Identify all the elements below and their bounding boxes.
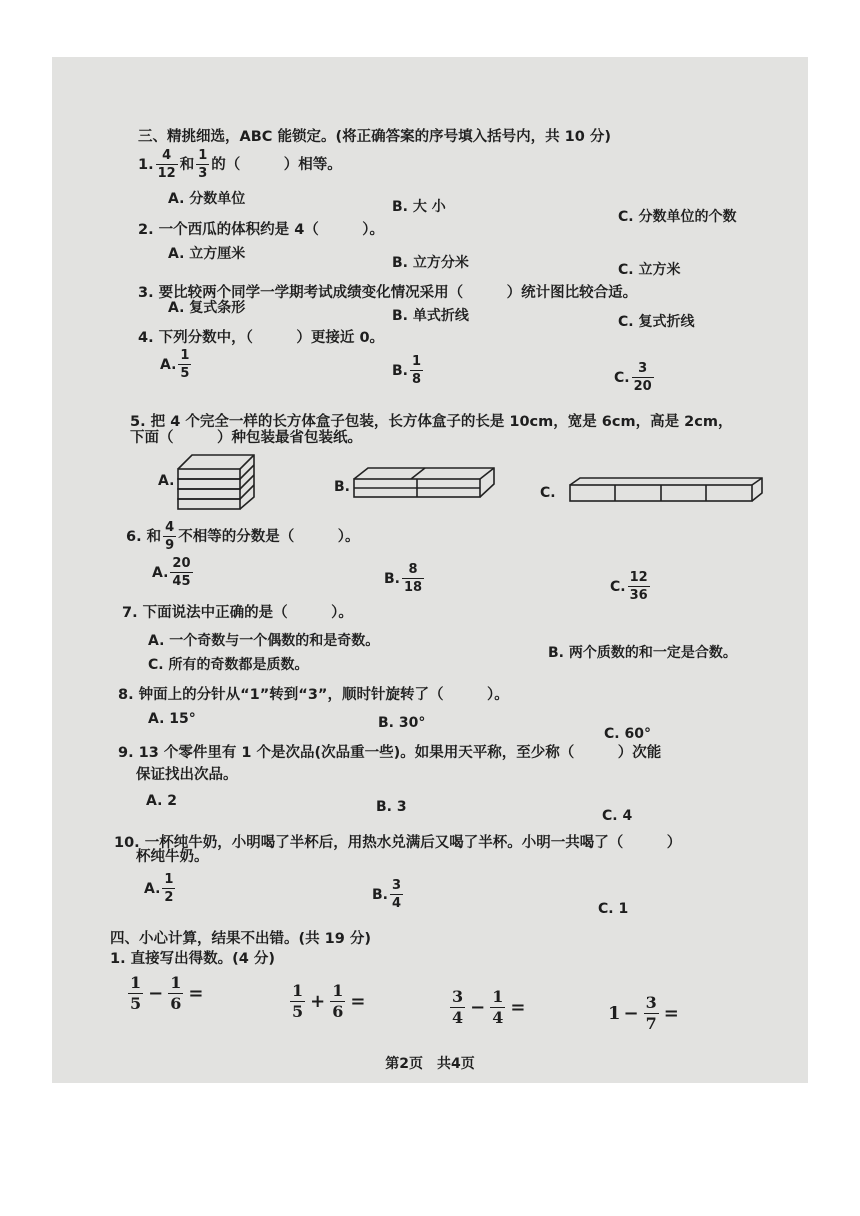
- fraction-1-3: $\frac{1}{3}$: [198, 148, 208, 181]
- q3-option-c: C. 复式折线: [618, 314, 695, 330]
- q2-option-c: C. 立方米: [618, 262, 681, 278]
- q10-option-b: B. $\frac{3}{4}$: [372, 878, 402, 911]
- question-8: 8. 钟面上的分针从“1”转到“3”，顺时针旋转了（ ）。: [118, 687, 509, 703]
- two-by-two-boxes-figure: [350, 465, 498, 501]
- section-3-header: 三、精挑细选，ABC 能锁定。(将正确答案的序号填入括号内，共 10 分): [138, 129, 611, 145]
- page-footer: 第2页 共4页: [385, 1056, 475, 1072]
- question-10-line-2: 杯纯牛奶。: [136, 849, 209, 865]
- question-5-line-2: 下面（ ）种包装最省包装纸。: [130, 430, 362, 446]
- q10-option-a: A. $\frac{1}{2}$: [144, 872, 174, 905]
- question-1-and: 和: [179, 156, 195, 173]
- q1-option-b: B. 大 小: [392, 199, 446, 215]
- question-3: 3. 要比较两个同学一学期考试成绩变化情况采用（ ）统计图比较合适。: [138, 285, 638, 301]
- q5-option-a: A.: [158, 473, 175, 489]
- exam-page: [52, 57, 808, 1083]
- q9-option-c: C. 4: [602, 808, 633, 824]
- q7-option-a: A. 一个奇数与一个偶数的和是奇数。: [148, 633, 380, 649]
- q8-option-b: B. 30°: [378, 715, 426, 731]
- calc-expression-4: 1 − $\frac{3}{7}$ =: [608, 993, 679, 1033]
- q4-option-c: C. $\frac{3}{20}$: [614, 361, 652, 394]
- fraction-4-9: $\frac{4}{9}$: [165, 520, 175, 553]
- question-4: 4. 下列分数中，（ ）更接近 0。: [138, 330, 385, 346]
- q8-option-a: A. 15°: [148, 711, 196, 727]
- question-6: 6. 和 $\frac{4}{9}$ 不相等的分数是（ ）。: [126, 520, 360, 553]
- question-7: 7. 下面说法中正确的是（ ）。: [122, 605, 353, 621]
- q3-option-a: A. 复式条形: [168, 300, 246, 316]
- q2-option-a: A. 立方厘米: [168, 246, 246, 262]
- q6-option-a: A. $\frac{20}{45}$: [152, 556, 191, 589]
- q7-option-c: C. 所有的奇数都是质数。: [148, 657, 309, 673]
- four-in-row-boxes-figure: [566, 475, 766, 505]
- q1-option-a: A. 分数单位: [168, 191, 246, 207]
- calc-expression-3: $\frac{3}{4}$ − $\frac{1}{4}$ =: [452, 987, 526, 1027]
- question-1: [138, 149, 342, 180]
- section-4-subheading: 1. 直接写出得数。(4 分): [110, 951, 276, 967]
- q6-option-c: C. $\frac{12}{36}$: [610, 570, 648, 603]
- calc-expression-1: $\frac{1}{5}$ − $\frac{1}{6}$ =: [130, 973, 204, 1013]
- q1-option-c: C. 分数单位的个数: [618, 209, 737, 225]
- q9-option-a: A. 2: [146, 793, 178, 809]
- fraction-4-12: $\frac{4}{12}$: [157, 148, 176, 181]
- q5-option-c: C.: [540, 485, 556, 501]
- calc-expression-2: $\frac{1}{5}$ + $\frac{1}{6}$ =: [292, 981, 366, 1021]
- q4-option-a: A. $\frac{1}{5}$: [160, 348, 190, 381]
- q7-option-b: B. 两个质数的和一定是合数。: [548, 645, 737, 661]
- question-2: 2. 一个西瓜的体积约是 4（ ）。: [138, 222, 385, 238]
- q2-option-b: B. 立方分米: [392, 255, 469, 271]
- q5-option-b: B.: [334, 479, 350, 495]
- q10-option-c: C. 1: [598, 901, 629, 917]
- q4-option-b: B. $\frac{1}{8}$: [392, 354, 422, 387]
- question-1-text: 的（ ）相等。: [211, 156, 342, 173]
- q9-option-b: B. 3: [376, 799, 407, 815]
- section-4-header: 四、小心计算，结果不出错。(共 19 分): [110, 931, 372, 947]
- q6-option-b: B. $\frac{8}{18}$: [384, 562, 423, 595]
- q3-option-b: B. 单式折线: [392, 308, 469, 324]
- question-9-line-2: 保证找出次品。: [136, 767, 238, 783]
- question-5-line-1: 5. 把 4 个完全一样的长方体盒子包装，长方体盒子的长是 10cm，宽是 6cm，高是 2cm，: [130, 414, 733, 430]
- stacked-boxes-figure: [174, 451, 258, 511]
- question-10-line-1: 10. 一杯纯牛奶，小明喝了半杯后，用热水兑满后又喝了半杯。小明一共喝了（ ）: [114, 835, 682, 851]
- question-1-number: 1.: [138, 156, 154, 173]
- question-9-line-1: 9. 13 个零件里有 1 个是次品(次品重一些)。如果用天平称，至少称（ ）次能: [118, 745, 662, 761]
- q8-option-c: C. 60°: [604, 726, 651, 742]
